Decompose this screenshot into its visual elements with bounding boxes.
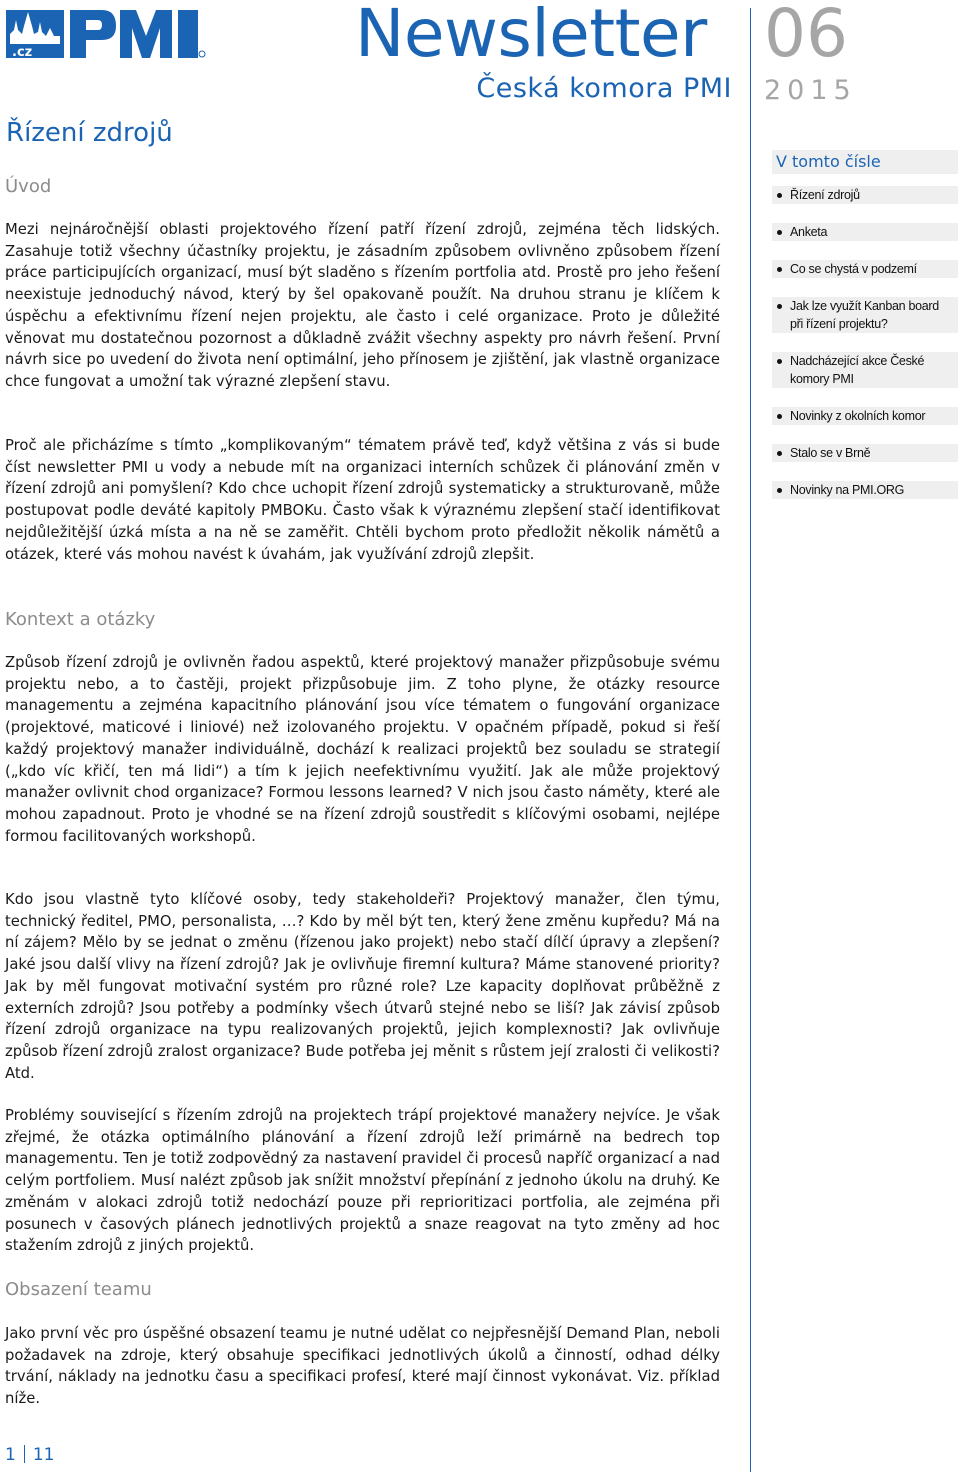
svg-text:.cz: .cz bbox=[12, 45, 33, 60]
column-divider bbox=[750, 8, 751, 1472]
toc-item[interactable]: Stalo se v Brně bbox=[772, 444, 958, 462]
pmi-logo bbox=[6, 6, 206, 60]
issue-number: 06 bbox=[764, 0, 848, 72]
chamber-subtitle: Česká komora PMI bbox=[476, 73, 732, 104]
paragraph: Mezi nejnáročnější oblasti projektového řízení patří řízení zdrojů, zejména těch lidských. Zasahuje totiž všechny účastníky projektu, je zásadním způsobem ovlivněno způsobem řízení práce participujících organizací, musí být sladěno s řízením portfolia atd. Prostě pro jeho řešení neexistuje jednoduchý návod, který by šel opakovaně použít. Na druhou stranu je klíčem k úspěchu a efektivnímu řízení nejen projektu, ale často i celé organizace. Proto je důležité věnovat mu dostatečnou pozornost a důkladně zvážit všechny aspekty pro návrh řešení. První návrh sice po uvedení do života není optimální, jeho přínosem je zjištění, jak vlastně organizace chce fungovat a umožní tak výrazné zlepšení stavu. bbox=[5, 221, 720, 390]
paragraph: Jako první věc pro úspěšné obsazení teamu je nutné udělat co nejpřesnější Demand Plan, neboli požadavek na zdroje, který obsahuje specifikaci jednotlivých úkolů a činností, odhad délky trvání, náklady na jednotku času a specifikaci profesí, které mají činnost vykonávat. Viz. příklad níže. bbox=[5, 1325, 720, 1408]
section-heading-uvod: Úvod bbox=[5, 176, 52, 197]
issue-year: 2015 bbox=[764, 75, 857, 106]
toc-item[interactable]: Řízení zdrojů bbox=[772, 186, 958, 204]
toc-item[interactable]: Co se chystá v podzemí bbox=[772, 260, 958, 278]
section-heading-obsazeni: Obsazení teamu bbox=[5, 1279, 152, 1300]
toc-list bbox=[772, 186, 958, 499]
paragraph: Způsob řízení zdrojů je ovlivněn řadou aspektů, které projektový manažer přizpůsobuje svému projektu nebo, a to častěji, projekt přizpůsobuje jim. Z toho plyne, že otázky resource managementu a zejména kapacitního plánování jsou více tématem o fungování organizace (projektové, maticové i liniové) než izolovaného projektu. V opačném případě, pokud si řeší každý projektový manažer individuálně, dochází k realizaci projektů bez souladu se strategií („kdo víc křičí, ten má lidi“) a tím k jejich neefektivnímu využití. Jak ale může projektový manažer ovlivnit chod organizace? Formou lessons learned? V nich jsou často náměty, které ale mohou zapadnout. Proto je vhodné se na řízení zdrojů soustředit s klíčovými osobami, nejlépe formou facilitovaných workshopů. bbox=[5, 654, 720, 845]
page-title: Řízení zdrojů bbox=[6, 118, 173, 148]
toc-item[interactable]: Novinky na PMI.ORG bbox=[772, 481, 958, 499]
toc-item[interactable]: Anketa bbox=[772, 223, 958, 241]
toc-item[interactable]: Novinky z okolních komor bbox=[772, 407, 958, 425]
current-page: 1 bbox=[5, 1445, 16, 1465]
newsletter-title: Newsletter bbox=[355, 0, 707, 72]
page-number bbox=[5, 1444, 54, 1466]
section-heading-kontext: Kontext a otázky bbox=[5, 609, 156, 630]
toc-item[interactable]: Nadcházející akce České komory PMI bbox=[772, 352, 958, 388]
paragraph: Kdo jsou vlastně tyto klíčové osoby, tedy stakeholdeři? Projektový manažer, člen týmu, technický ředitel, PMO, personalista, …? Kdo by měl být ten, který žene změnu kupředu? Má na ní zájem? Mělo by se jednat o změnu (řízenou jako projekt) nebo stačí dílčí úpravy a zlepšení? Jaké jsou další vlivy na řízení zdrojů? Jak je ovlivňuje firemní kultura? Máme stanovené priority? Jak by měl fungovat motivační systém pro různé role? Lze kapacity doplňovat průběžně z externích zdrojů? Jsou potřeby a podmínky všech útvarů stejné nebo se liší? Jak závisí způsob řízení zdrojů organizace na typu realizovaných projektů, jejich komplexnosti? Jak ovlivňuje způsob řízení zdrojů zralost organizace? Bude potřeba jej měnit s růstem její zralosti či velikosti? Atd. bbox=[5, 891, 720, 1082]
toc-item[interactable]: Jak lze využít Kanban board při řízení projektu? bbox=[772, 297, 958, 333]
paragraph: Problémy související s řízením zdrojů na projektech trápí projektové manažery nejvíce. Je však zřejmé, že otázka optimálního plánování a řízení zdrojů leží primárně na bedrech top managementu. Ten je totiž zodpovědný za nastavení pravidel či procesů napříč organizací a nad celým portfoliem. Musí nalézt způsob jak snížit množství přepínání z jednoho úkolu na druhý. Ke změnám v alokaci zdrojů totiž nedochází pouze při reprioritizaci portfolia, ale zejména při posunech v časových plánech jednotlivých projektů a snaze reagovat na tyto změny ad hoc stažením zdrojů z jiných projektů. bbox=[5, 1107, 720, 1255]
total-pages: 11 bbox=[32, 1445, 55, 1465]
page-separator bbox=[24, 1445, 25, 1463]
toc-title: V tomto čísle bbox=[772, 150, 958, 174]
table-of-contents bbox=[772, 150, 958, 518]
paragraph: Proč ale přicházíme s tímto „komplikovaným“ tématem právě teď, když většina z vás si bude číst newsletter PMI u vody a nebude mít na organizaci interních schůzek či plánování změn v řízení zdrojů ani pomyšlení? Kdo chce uchopit řízení zdrojů systematicky a strukturovaně, může postupovat podle deváté kapitoly PMBOKu. Často však k výraznému zlepšení stačí identifikovat nejdůležitější úzká místa a na ně se zaměřit. Chtěli bychom proto předložit několik námětů a otázek, které vás mohou navést k úvahám, jak využívání zdrojů zlepšit. bbox=[5, 437, 720, 563]
